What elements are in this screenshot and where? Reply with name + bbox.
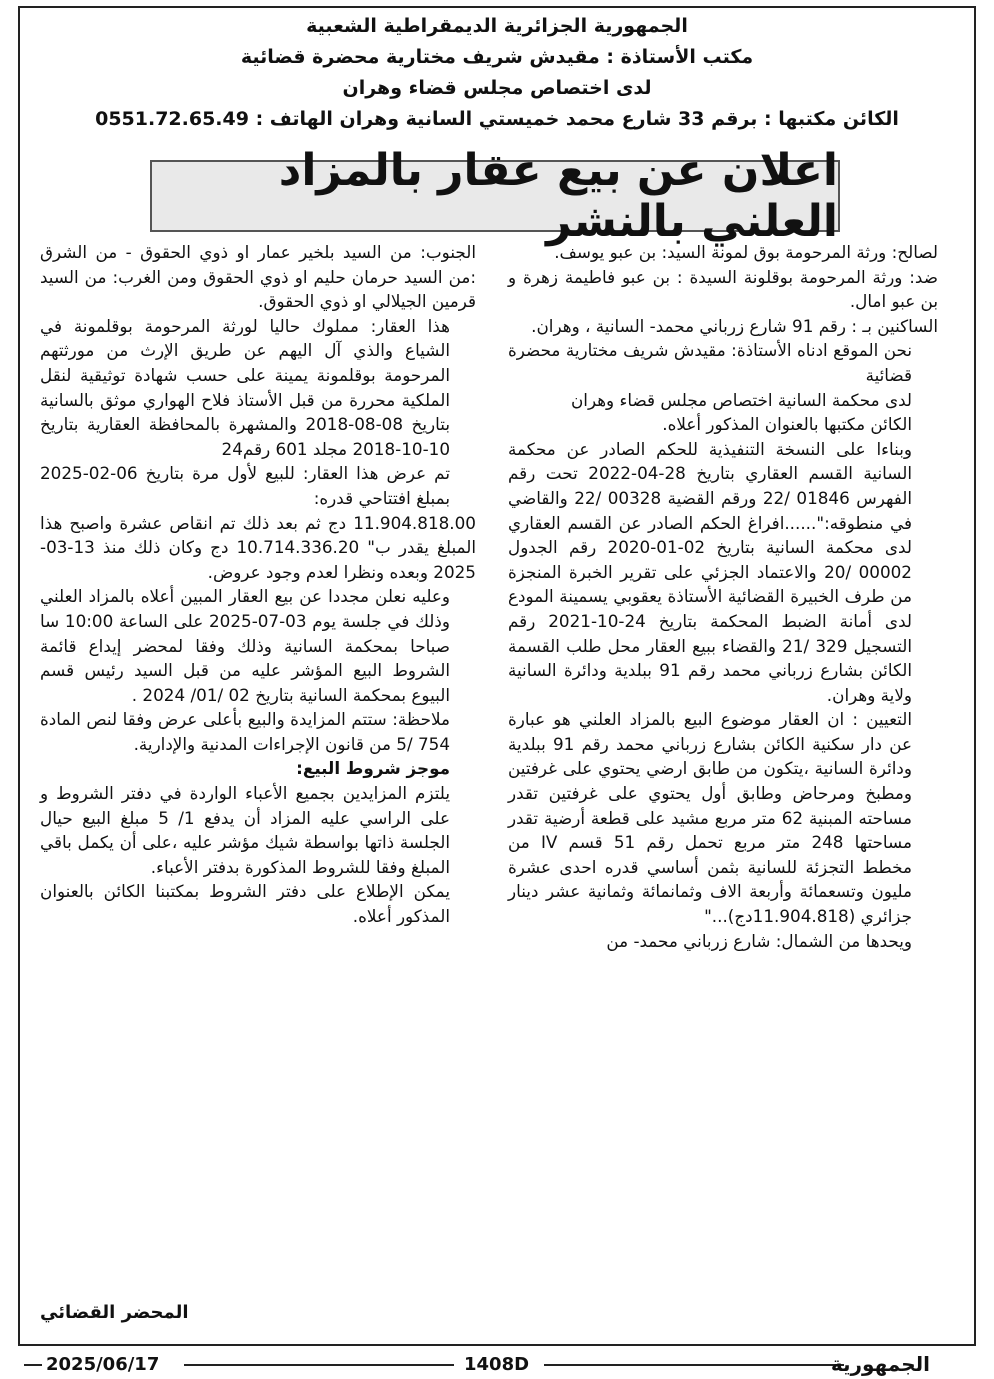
paragraph-new-auction: وعليه نعلن مجددا عن بيع العقار المبين أعلاه بالمزاد العلني وذلك في جلسة يوم 03-07-2025 على الساعة 10:00 سا صباحا بمحكمة السانية وذلك وفقا لمحضر إيداع قائمة الشروط البيع المؤشر عليه من قبل السيد رئيس قسم البيوع بمحكمة السانية بتاريخ 02 /01/ 2024 . xyxy=(40,586,450,705)
paragraph-first-offer: تم عرض هذا العقار: للبيع لأول مرة بتاريخ 06-02-2025 بمبلغ افتتاحي قدره: xyxy=(40,463,450,508)
paragraph-boundaries: الجنوب: من السيد بلخير عمار او ذوي الحقوق - من الشرق :من السيد حرمان حليم او ذوي الحقوق ومن الغرب: من السيد قرمين الجيلالي او ذوي الحقوق. xyxy=(40,242,476,312)
footer-rule-left xyxy=(24,1364,42,1366)
footer-rule-mid-left xyxy=(184,1364,454,1366)
paragraph-price: 11.904.818.00 دج ثم بعد ذلك تم انقاص عشرة واصبح هذا المبلغ يقدر ب" 10.714.336.20 دج وكان ذلك منذ 13-03-2025 وبعده ونظرا لعدم وجود عروض. xyxy=(40,512,476,582)
page-footer xyxy=(24,1352,970,1378)
newspaper-logo: الجمهورية xyxy=(830,1352,930,1376)
right-column xyxy=(508,240,938,953)
paragraph-residence: الساكنين بـ : رقم 91 شارع زرباني محمد- السانية ، وهران. xyxy=(531,315,938,336)
ad-header xyxy=(20,10,974,136)
paragraph-boundary-north: ويحدها من الشمال: شارع زرباني محمد- من xyxy=(606,930,912,951)
header-line-1: الجمهورية الجزائرية الديمقراطية الشعبية xyxy=(306,15,688,37)
footer-rule-mid-right xyxy=(544,1364,844,1366)
paragraph-bailiff: نحن الموقع ادناه الأستاذة: مقيدش شريف مختارية محضرة قضائية xyxy=(508,340,912,385)
paragraph-conditions: يلتزم المزايدين بجميع الأعباء الواردة في دفتر الشروط و على الراسي عليه المزاد أن يدفع 1/ 5 مبلغ البيع حيال الجلسة ذاتها بواسطة شيك مؤشر عليه ،على أن يكمل باقي المبلغ وفقا للشروط المذكورة بدفتر الأعباء. xyxy=(40,783,450,877)
page-number: 1408D xyxy=(464,1354,530,1375)
paragraph-office: الكائن مكتبها بالعنوان المذكور أعلاه. xyxy=(662,414,912,435)
paragraph-plaintiff: لصالح: ورثة المرحومة بوق لمونة السيد: بن عبو يوسف. xyxy=(554,242,938,262)
paragraph-court: لدى محكمة السانية اختصاص مجلس قضاء وهران xyxy=(570,389,912,410)
paragraph-ownership: هذا العقار: مملوك حاليا لورثة المرحومة بوقلمونة في الشياع والذي آل اليهم عن طريق الإرث من مورثتهم المرحومة بوقلمونة يمينة على حسب شهادة توثيقية لنقل الملكية محررة من قبل الأستاذ فلاح الهواري موثق بالسانية بتاريخ 08-08-2018 والمشهرة بالمحافظة العقارية بتاريخ 10-10-2018 مجلد 601 رقم24 xyxy=(40,315,450,459)
footer-date: 2025/06/17 xyxy=(46,1354,160,1375)
header-line-4: الكائن مكتبها : برقم 33 شارع محمد خميستي السانية وهران الهاتف : 0551.72.65.49 xyxy=(95,108,899,130)
header-line-2: مكتب الأستاذة : مقيدش شريف مختارية محضرة قضائية xyxy=(240,46,754,68)
paragraph-note: ملاحظة: ستتم المزايدة والبيع بأعلى عرض وفقا لنص المادة 754 /5 من قانون الإجراءات المدنية والإدارية. xyxy=(40,709,450,754)
conditions-heading: موجز شروط البيع: xyxy=(296,758,450,779)
paragraph-consult: يمكن الإطلاع على دفتر الشروط بمكتبنا الكائن بالعنوان المذكور أعلاه. xyxy=(40,881,450,927)
paragraph-judgment: وبناءا على النسخة التنفيذية للحكم الصادر عن محكمة السانية القسم العقاري بتاريخ 28-04-2022 تحت رقم الفهرس 01846 /22 ورقم القضية 00328 /22 والقاضي في منطوقه:"......افراغ الحكم الصادر عن القسم العقاري لدى محكمة السانية بتاريخ 02-01-2020 رقم الجدول 00002 /20 والاعتماد الجزئي على تقرير الخبرة المنجزة من طرف الخبيرة القضائية الأستاذة يعقوبي يسمينة المودع لدى أمانة الضبط المحكمة بتاريخ 24-10-2021 رقم التسجيل 329 /21 والقضاء ببيع العقار محل طلب القسمة الكائن بشارع زرباني محمد رقم 91 ببلدية ودائرة السانية ولاية وهران. xyxy=(508,438,913,705)
ad-title: اعلان عن بيع عقار بالمزاد العلني بالنشر xyxy=(278,145,838,247)
header-line-3: لدى اختصاص مجلس قضاء وهران xyxy=(342,77,652,99)
title-banner xyxy=(150,145,840,247)
paragraph-defendant: ضد: ورثة المرحومة بوقلونة السيدة : بن عبو فاطيمة زهرة و بن عبو امال. xyxy=(508,266,938,312)
paragraph-designation: التعيين : ان العقار موضوع البيع بالمزاد العلني هو عبارة عن دار سكنية الكائن بشارع زرباني محمد رقم 91 ببلدية ودائرة السانية ،يتكون من طابق ارضي يحتوي على غرفتين ومطبخ ومرحاض وطابق أول يحتوي على غرفتين تقدر مساحته المبنية 62 متر مربع مشيد على قطعة أرضية تقدر مساحتها 248 متر مربع تحمل رقم 51 قسم IV من مخطط التجزئة للسانية بثمن أساسي قدره احدى عشرة مليون وتسعمائة وأربعة الاف وثمانمائة وثمانية عشر دينار جزائري (11.904.818دج)..." xyxy=(508,709,913,927)
signature: المحضر القضائي xyxy=(40,1302,189,1323)
left-column xyxy=(40,240,476,929)
